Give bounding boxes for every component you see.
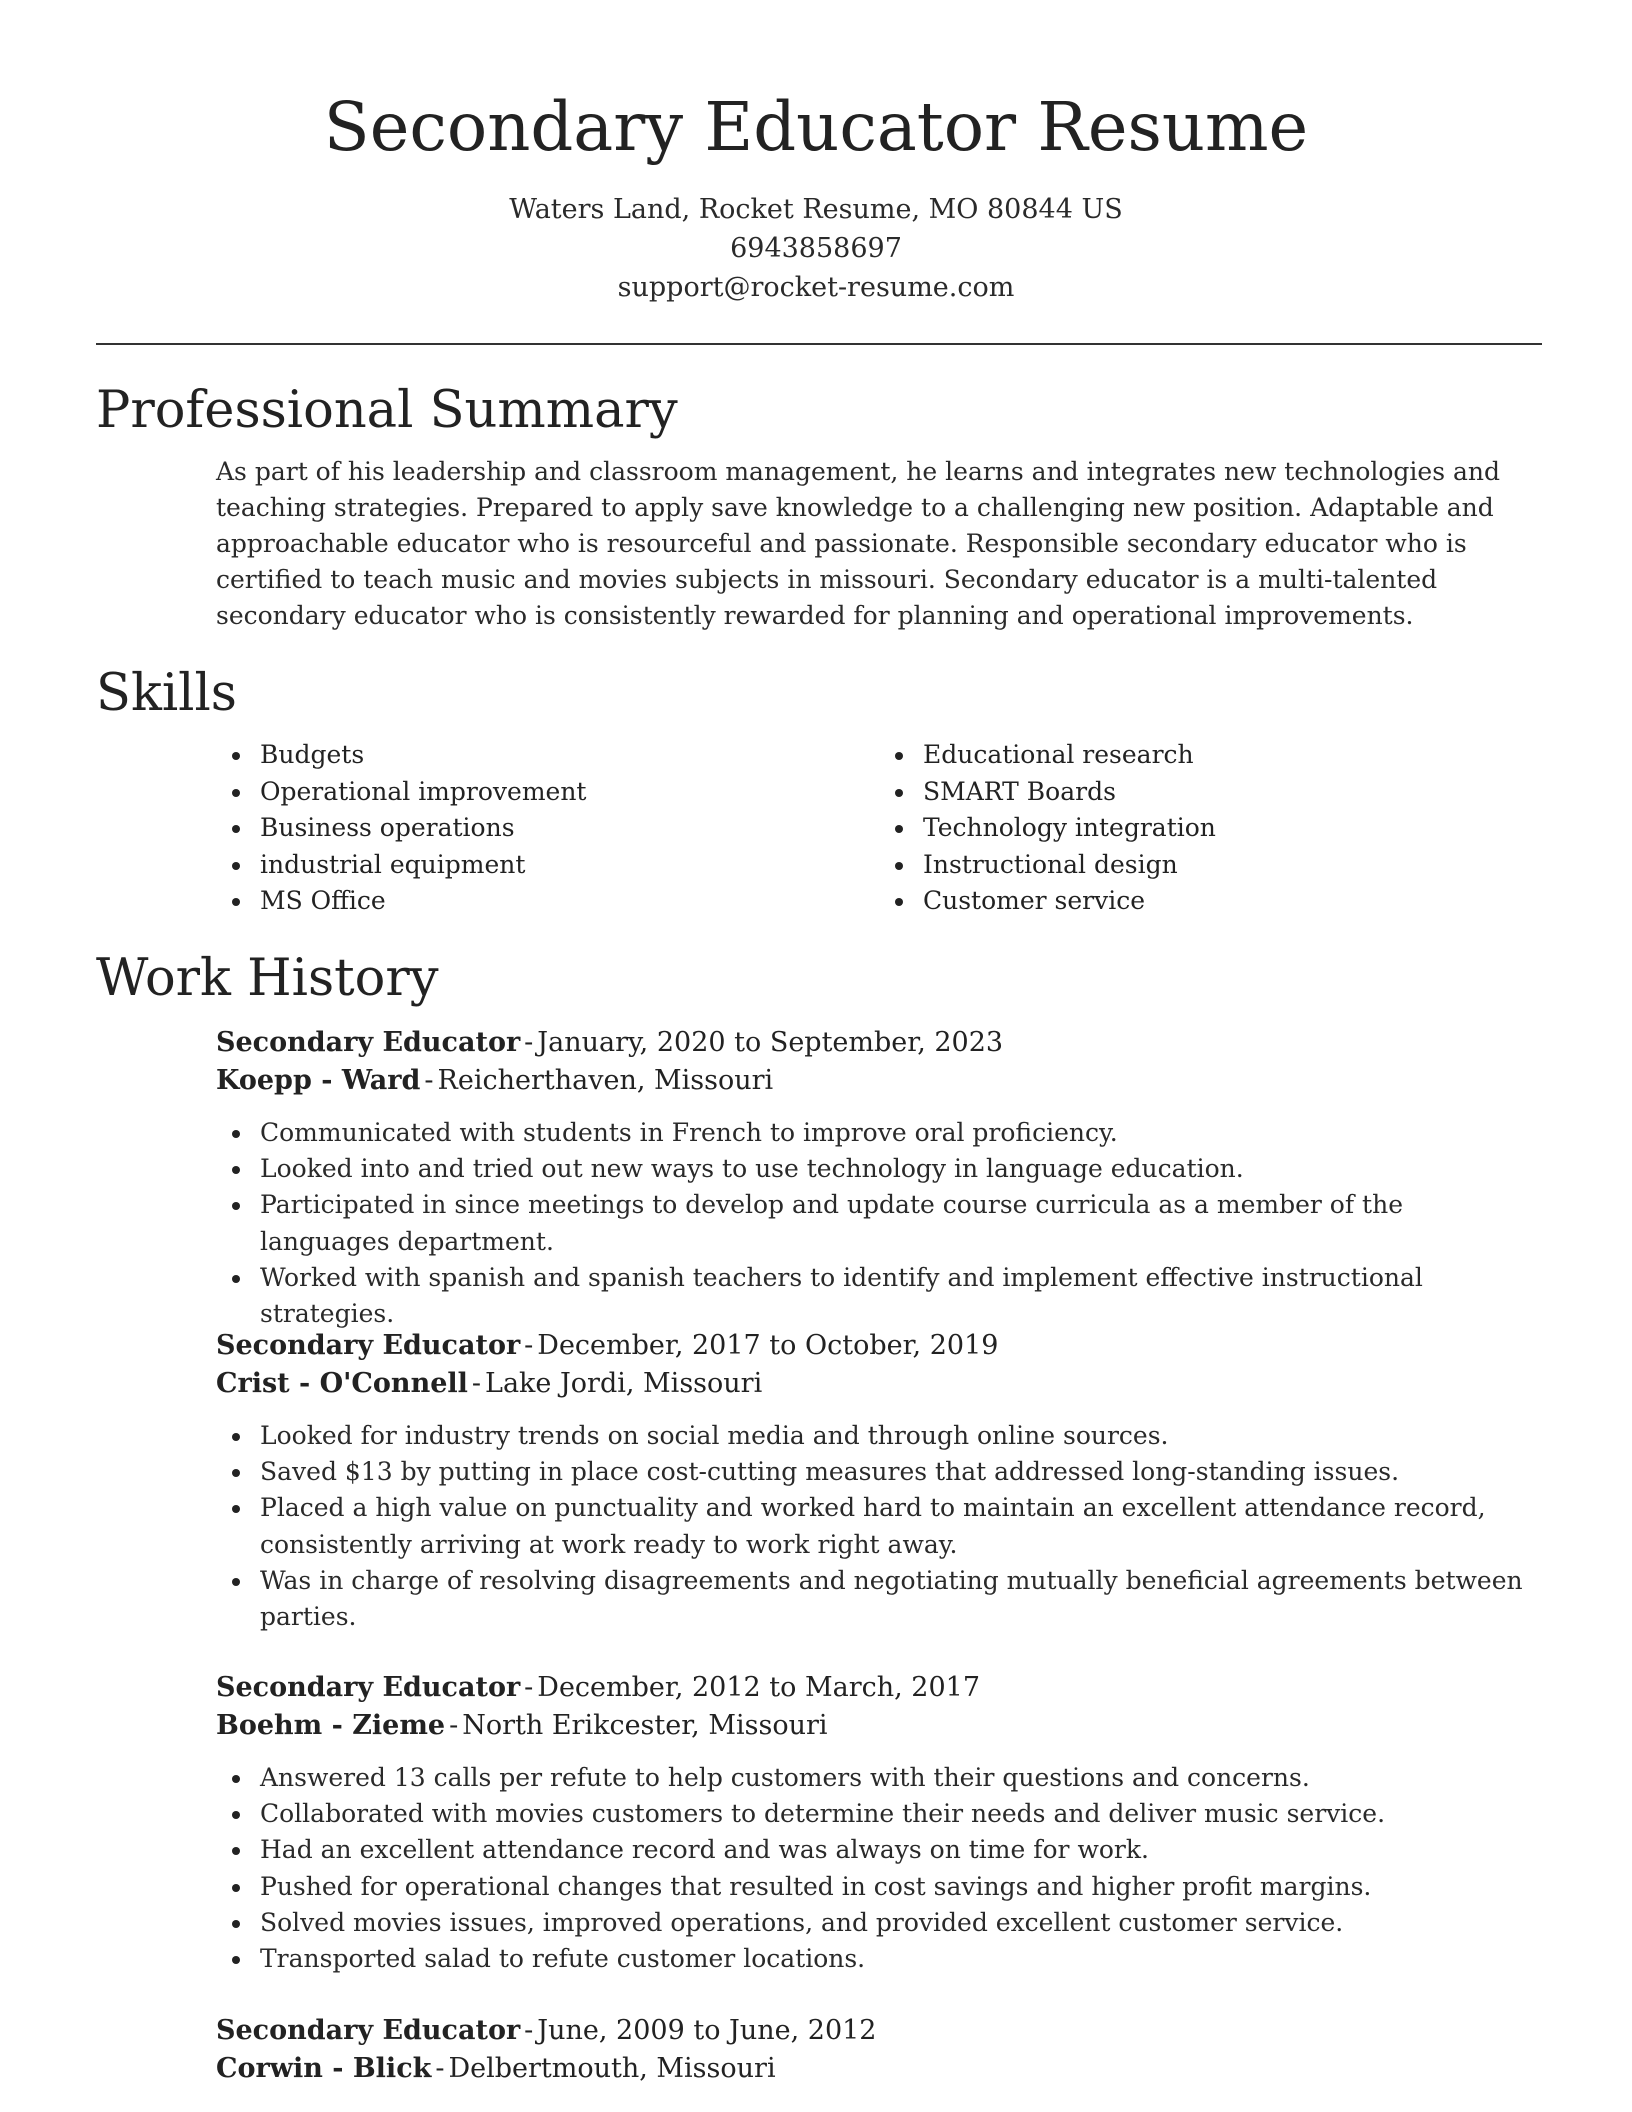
skills-column-left [216,737,879,920]
job-bullets [216,1115,1540,1332]
job-block [216,1327,1542,1635]
skill-item: Business operations [260,810,879,847]
contact-address: Waters Land, Rocket Resume, MO 80844 US [509,194,1123,225]
resume-header [0,0,1632,307]
contact-email: support@rocket-resume.com [617,272,1015,303]
job-bullet: Communicated with students in French to improve oral proficiency. [260,1115,1540,1151]
resume-title: Secondary Educator Resume [323,88,1309,166]
job-location: North Erikcester, Missouri [462,1710,828,1741]
job-company-line: Corwin - Blick - Delbertmouth, Missouri [216,2053,776,2084]
skill-item: industrial equipment [260,847,879,884]
job-dates: December, 2012 to March, 2017 [537,1672,981,1703]
job-bullet: Looked into and tried out new ways to use technology in language education. [260,1151,1540,1187]
skills-section [96,663,1542,920]
skill-item: MS Office [260,883,879,920]
job-bullet: Collaborated with movies customers to determine their needs and deliver music service. [260,1796,1540,1832]
summary-text: As part of his leadership and classroom management, he learns and integrates new technologies and teaching strategies. Prepared to apply save knowledge to a challenging new position. Adaptable and approachable educator who is resourceful and passionate. Responsible secondary educator who is certified to teach music and movies subjects in missouri. Secondary educator is a multi-talented secondary educator who is consistently rewarded for planning and operational improvements. [216,457,1501,630]
job-entry [96,2012,1542,2088]
summary-section [96,380,1542,634]
job-entry [96,1669,1542,1977]
job-bullets [216,1760,1540,1977]
job-bullets [216,1418,1540,1635]
job-bullet: Participated in since meetings to develop and update course curricula as a member of the languages department. [260,1187,1540,1259]
job-bullet: Had an excellent attendance record and was always on time for work. [260,1832,1540,1868]
skills-column-right [879,737,1542,920]
job-bullet: Solved movies issues, improved operations, and provided excellent customer service. [260,1905,1540,1941]
job-entry [96,1024,1542,1332]
job-title: Secondary Educator [216,2015,521,2046]
job-title: Secondary Educator [216,1672,521,1703]
job-bullet: Placed a high value on punctuality and worked hard to maintain an excellent attendance record, consistently arriving at work ready to work right away. [260,1490,1540,1562]
job-bullet: Worked with spanish and spanish teachers to identify and implement effective instructional strategies. [260,1260,1540,1332]
job-title-line: Secondary Educator - June, 2009 to June, 2012 [216,2015,877,2046]
contact-block [0,190,1632,307]
job-block [216,2012,1542,2088]
skill-item: Customer service [923,883,1542,920]
job-company-line: Crist - O'Connell - Lake Jordi, Missouri [216,1368,763,1399]
job-company: Crist - O'Connell [216,1368,468,1399]
job-bullet: Saved $13 by putting in place cost-cutting measures that addressed long-standing issues. [260,1454,1540,1490]
job-bullet: Looked for industry trends on social media and through online sources. [260,1418,1540,1454]
skill-item: Operational improvement [260,774,879,811]
job-dates: December, 2017 to October, 2019 [537,1330,999,1361]
job-location: Reicherthaven, Missouri [437,1065,774,1096]
contact-phone: 6943858697 [730,233,902,264]
work-history-section [96,948,1542,1010]
job-company-line: Koepp - Ward - Reicherthaven, Missouri [216,1065,774,1096]
job-location: Delbertmouth, Missouri [448,2053,776,2084]
job-bullet: Pushed for operational changes that resulted in cost savings and higher profit margins. [260,1869,1540,1905]
skills-heading: Skills [96,664,237,723]
job-dates: January, 2020 to September, 2023 [537,1027,1004,1058]
skill-item: Technology integration [923,810,1542,847]
skill-item: Instructional design [923,847,1542,884]
job-company-line: Boehm - Zieme - North Erikcester, Missouri [216,1710,828,1741]
job-company: Corwin - Blick [216,2053,432,2084]
job-company: Koepp - Ward [216,1065,421,1096]
job-bullet: Transported salad to refute customer locations. [260,1941,1540,1977]
skill-item: SMART Boards [923,774,1542,811]
job-title-line: Secondary Educator - January, 2020 to September, 2023 [216,1027,1004,1058]
job-block [216,1669,1542,1977]
job-title-line: Secondary Educator - December, 2017 to October, 2019 [216,1330,999,1361]
skill-item: Budgets [260,737,879,774]
job-title-line: Secondary Educator - December, 2012 to March, 2017 [216,1672,981,1703]
job-entry [96,1327,1542,1635]
job-company: Boehm - Zieme [216,1710,446,1741]
work-history-heading: Work History [96,949,439,1008]
job-location: Lake Jordi, Missouri [485,1368,763,1399]
header-divider [96,343,1542,345]
job-bullet: Was in charge of resolving disagreements and negotiating mutually beneficial agreements between parties. [260,1563,1540,1635]
skill-item: Educational research [923,737,1542,774]
summary-heading: Professional Summary [96,381,678,440]
job-dates: June, 2009 to June, 2012 [537,2015,877,2046]
skills-grid [216,737,1542,920]
job-title: Secondary Educator [216,1027,521,1058]
job-title: Secondary Educator [216,1330,521,1361]
job-block [216,1024,1542,1332]
job-bullet: Answered 13 calls per refute to help customers with their questions and concerns. [260,1760,1540,1796]
